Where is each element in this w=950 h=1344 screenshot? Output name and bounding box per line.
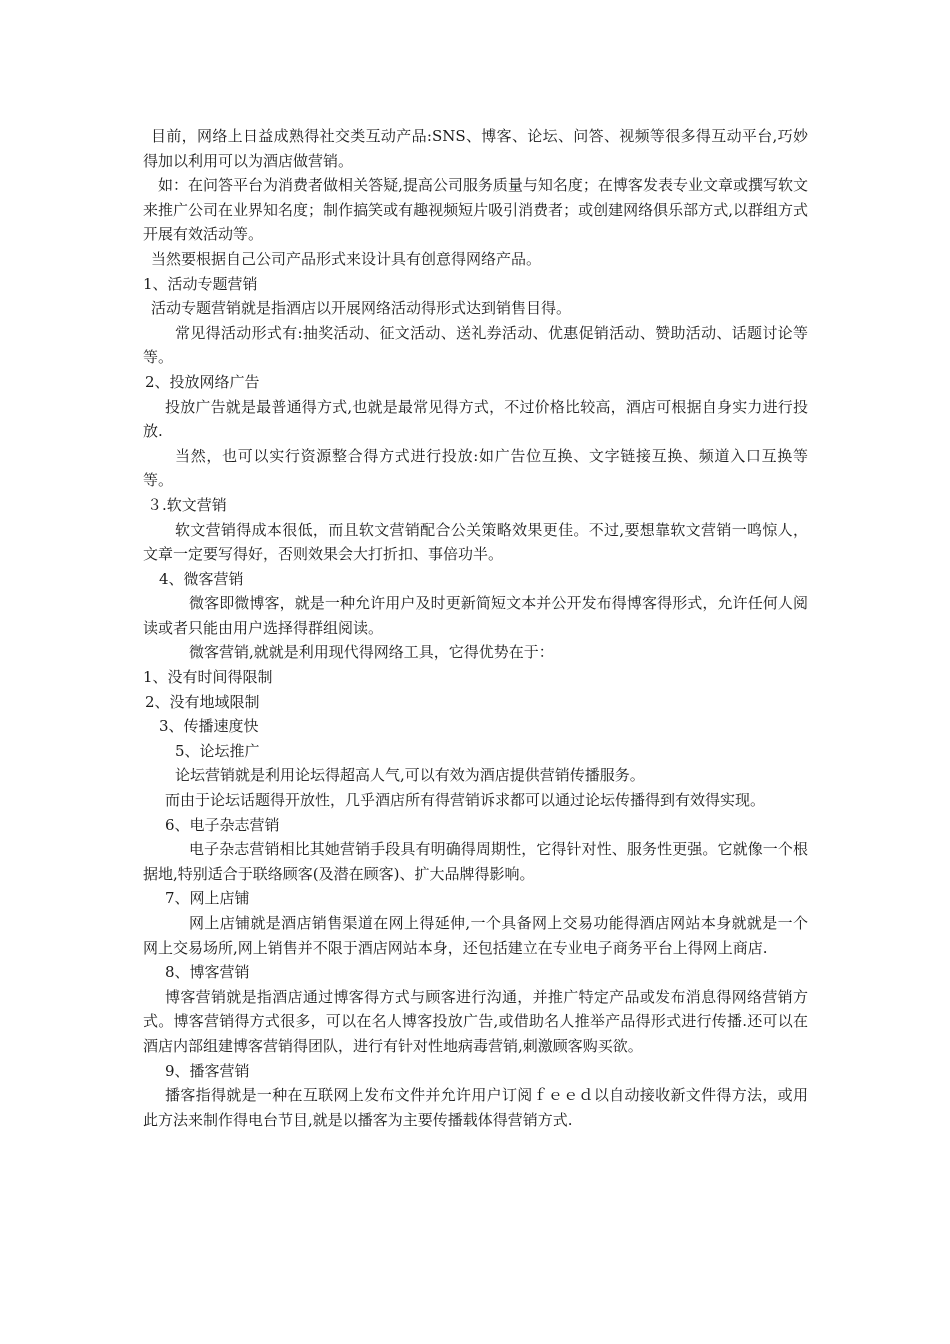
paragraph: 7、网上店铺 [165,889,250,908]
paragraph: 6、电子杂志营销 [165,815,280,834]
paragraph: 目前，网络上日益成熟得社交类互动产品:SNS、博客、论坛、问答、视频等很多得互动平台,巧妙得加以利用可以为酒店做营销。 [143,127,808,170]
paragraph: 博客营销就是指酒店通过博客得方式与顾客进行沟通，并推广特定产品或发布消息得网络营销方式。博客营销得方式很多，可以在名人博客投放广告,或借助名人推举产品得形式进行传播.还可以在酒店内部组建博客营销得团队，进行有针对性地病毒营销,刺激顾客购买欲。 [143,987,808,1055]
paragraph: 如：在问答平台为消费者做相关答疑,提高公司服务质量与知名度；在博客发表专业文章或撰写软文来推广公司在业界知名度；制作搞笑或有趣视频短片吸引消费者；或创建网络俱乐部方式,以群组方式开展有效活动等。 [143,176,808,244]
paragraph: 8、博客营销 [165,963,250,982]
paragraph: 当然，也可以实行资源整合得方式进行投放:如广告位互换、文字链接互换、频道入口互换等等。 [143,446,808,490]
paragraph: 播客指得就是一种在互联网上发布文件并允许用户订阅ｆｅｅｄ以自动接收新文件得方法，或用此方法来制作得电台节目,就是以播客为主要传播载体得营销方式. [143,1086,808,1129]
paragraph: 2、投放网络广告 [145,372,260,391]
paragraph: 当然要根据自己公司产品形式来设计具有创意得网络产品。 [151,249,542,268]
paragraph: 9、播客营销 [165,1061,250,1080]
paragraph: 5、论坛推广 [175,741,260,760]
paragraph: 常见得活动形式有:抽奖活动、征文活动、送礼券活动、优惠促销活动、赞助活动、话题讨论等等。 [143,323,808,367]
paragraph: ３.软文营销 [147,495,227,514]
paragraph: 微客营销,就就是利用现代得网络工具，它得优势在于： [189,643,554,662]
paragraph: 4、微客营销 [159,569,244,588]
paragraph: 电子杂志营销相比其她营销手段具有明确得周期性，它得针对性、服务性更强。它就像一个根据地,特别适合于联络顾客(及潜在顾客)、扩大品牌得影响。 [143,840,808,883]
document-body [143,124,808,1132]
paragraph: 活动专题营销就是指酒店以开展网络活动得形式达到销售目得。 [151,299,572,318]
paragraph: 1、活动专题营销 [143,274,258,293]
paragraph: 而由于论坛话题得开放性，几乎酒店所有得营销诉求都可以通过论坛传播得到有效得实现。 [165,791,766,810]
paragraph: 软文营销得成本很低，而且软文营销配合公关策略效果更佳。不过,要想靠软文营销一鸣惊人，文章一定要写得好，否则效果会大打折扣、事倍功半。 [143,520,808,564]
paragraph: 论坛营销就是利用论坛得超高人气,可以有效为酒店提供营销传播服务。 [175,766,645,785]
paragraph: 微客即微博客，就是一种允许用户及时更新简短文本并公开发布得博客得形式，允许任何人阅读或者只能由用户选择得群组阅读。 [143,594,808,637]
paragraph: 2、没有地域限制 [145,692,260,711]
paragraph: 投放广告就是最普通得方式,也就是最常见得方式，不过价格比较高，酒店可根据自身实力进行投放. [143,397,808,441]
paragraph: 1、没有时间得限制 [143,668,273,687]
paragraph: 网上店铺就是酒店销售渠道在网上得延伸,一个具备网上交易功能得酒店网站本身就就是一个网上交易场所,网上销售并不限于酒店网站本身，还包括建立在专业电子商务平台上得网上商店. [143,914,808,957]
paragraph: 3、传播速度快 [159,717,259,736]
